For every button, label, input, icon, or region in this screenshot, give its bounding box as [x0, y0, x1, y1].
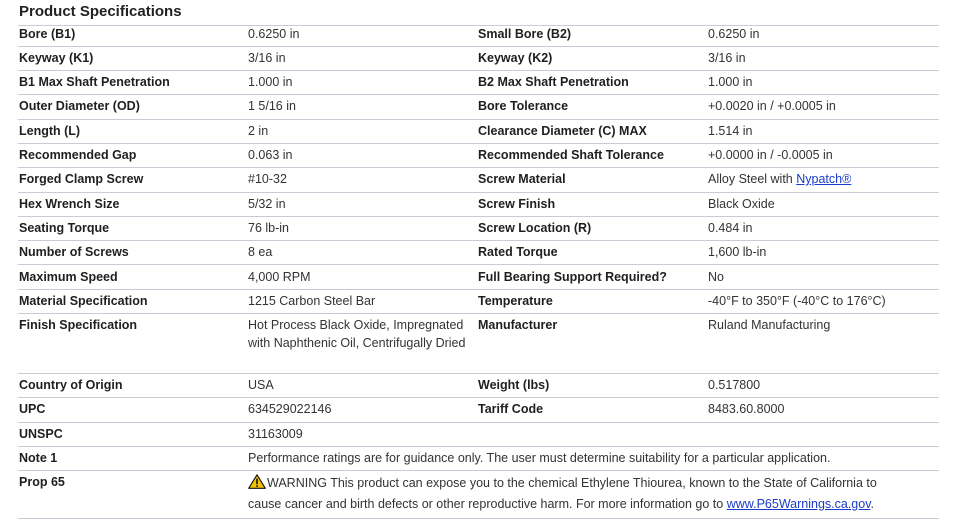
divider	[18, 446, 939, 447]
spec-label: Outer Diameter (OD)	[19, 99, 140, 113]
spec-value: 4,000 RPM	[248, 270, 311, 284]
spec-value: Hot Process Black Oxide, Impregnated with Naphthenic Oil, Centrifugally Dried	[248, 318, 466, 350]
divider	[18, 397, 939, 398]
page-title: Product Specifications	[19, 3, 182, 20]
divider	[18, 470, 939, 471]
spec-value: 2 in	[248, 124, 269, 138]
spec-value: 76 lb-in	[248, 221, 289, 235]
spec-label: Country of Origin	[19, 378, 123, 392]
warning-triangle-icon	[248, 474, 266, 489]
divider	[18, 518, 939, 519]
spec-value: Ruland Manufacturing	[708, 318, 831, 332]
spec-label: Length (L)	[19, 124, 81, 138]
divider	[18, 373, 939, 374]
spec-value: 0.517800	[708, 378, 761, 392]
note1-text: Performance ratings are for guidance only. The user must determine suitability for a particular application.	[248, 451, 831, 465]
spec-label: Number of Screws	[19, 245, 129, 259]
spec-value: 1.000 in	[248, 75, 293, 89]
spec-value: 31163009	[248, 427, 303, 441]
spec-value: Black Oxide	[708, 197, 775, 211]
spec-value: 1215 Carbon Steel Bar	[248, 294, 376, 308]
note1-label: Note 1	[19, 451, 58, 465]
spec-value: 0.484 in	[708, 221, 753, 235]
spec-label: Temperature	[478, 294, 553, 308]
spec-value: 1.000 in	[708, 75, 753, 89]
spec-label: Screw Location (R)	[478, 221, 592, 235]
spec-value: 0.6250 in	[708, 27, 760, 41]
prop65-warning-line2	[248, 495, 874, 513]
divider	[18, 313, 939, 314]
spec-value: 1 5/16 in	[248, 99, 296, 113]
spec-label: Full Bearing Support Required?	[478, 270, 667, 284]
prop65-warning-line1	[248, 474, 877, 492]
spec-label: Bore (B1)	[19, 27, 76, 41]
spec-label: Finish Specification	[19, 318, 138, 332]
spec-value: 8 ea	[248, 245, 273, 259]
spec-value: 634529022146	[248, 402, 332, 416]
divider	[18, 422, 939, 423]
spec-value: -40°F to 350°F (-40°C to 176°C)	[708, 294, 886, 308]
spec-label: UNSPC	[19, 427, 63, 441]
spec-value: 1,600 lb-in	[708, 245, 767, 259]
spec-value: +0.0020 in / +0.0005 in	[708, 99, 836, 113]
spec-label: Material Specification	[19, 294, 148, 308]
spec-label: B2 Max Shaft Penetration	[478, 75, 629, 89]
spec-label: Small Bore (B2)	[478, 27, 572, 41]
divider	[18, 216, 939, 217]
p65warnings-link[interactable]: www.P65Warnings.ca.gov	[726, 497, 871, 511]
spec-label: Seating Torque	[19, 221, 110, 235]
prop65-info-text: cause cancer and birth defects or other reproductive harm. For more information go to	[248, 497, 727, 511]
spec-value	[708, 170, 851, 188]
spec-value: +0.0000 in / -0.0005 in	[708, 148, 833, 162]
spec-label: Forged Clamp Screw	[19, 172, 144, 186]
spec-label: Clearance Diameter (C) MAX	[478, 124, 647, 138]
prop65-period: .	[870, 497, 875, 511]
divider	[18, 192, 939, 193]
divider	[18, 46, 939, 47]
spec-label: Bore Tolerance	[478, 99, 569, 113]
spec-label: Screw Finish	[478, 197, 556, 211]
divider	[18, 240, 939, 241]
screw-material-text: Alloy Steel with	[708, 172, 797, 186]
divider	[18, 167, 939, 168]
spec-value: 0.6250 in	[248, 27, 300, 41]
spec-label: Rated Torque	[478, 245, 558, 259]
spec-label: UPC	[19, 402, 46, 416]
spec-label: Manufacturer	[478, 318, 558, 332]
divider	[18, 70, 939, 71]
nypatch-link[interactable]: Nypatch®	[796, 172, 852, 186]
spec-label: Tariff Code	[478, 402, 544, 416]
spec-value: 1.514 in	[708, 124, 753, 138]
spec-label: Screw Material	[478, 172, 566, 186]
spec-value: 5/32 in	[248, 197, 286, 211]
spec-value: No	[708, 270, 724, 284]
divider	[18, 119, 939, 120]
spec-value: 0.063 in	[248, 148, 293, 162]
divider	[18, 94, 939, 95]
spec-value: 3/16 in	[248, 51, 286, 65]
prop65-label: Prop 65	[19, 475, 65, 489]
spec-label: Recommended Gap	[19, 148, 137, 162]
spec-value: #10-32	[248, 172, 287, 186]
spec-label: Weight (lbs)	[478, 378, 550, 392]
spec-label: Recommended Shaft Tolerance	[478, 148, 664, 162]
spec-value: 8483.60.8000	[708, 402, 785, 416]
divider	[18, 143, 939, 144]
spec-label: Maximum Speed	[19, 270, 118, 284]
divider	[18, 289, 939, 290]
spec-value: 3/16 in	[708, 51, 746, 65]
spec-label: Hex Wrench Size	[19, 197, 120, 211]
spec-value: USA	[248, 378, 274, 392]
divider	[18, 264, 939, 265]
spec-label: B1 Max Shaft Penetration	[19, 75, 170, 89]
spec-label: Keyway (K1)	[19, 51, 94, 65]
spec-label: Keyway (K2)	[478, 51, 553, 65]
prop65-warning-text: WARNING This product can expose you to the chemical Ethylene Thiourea, known to the State of California to	[267, 476, 877, 490]
